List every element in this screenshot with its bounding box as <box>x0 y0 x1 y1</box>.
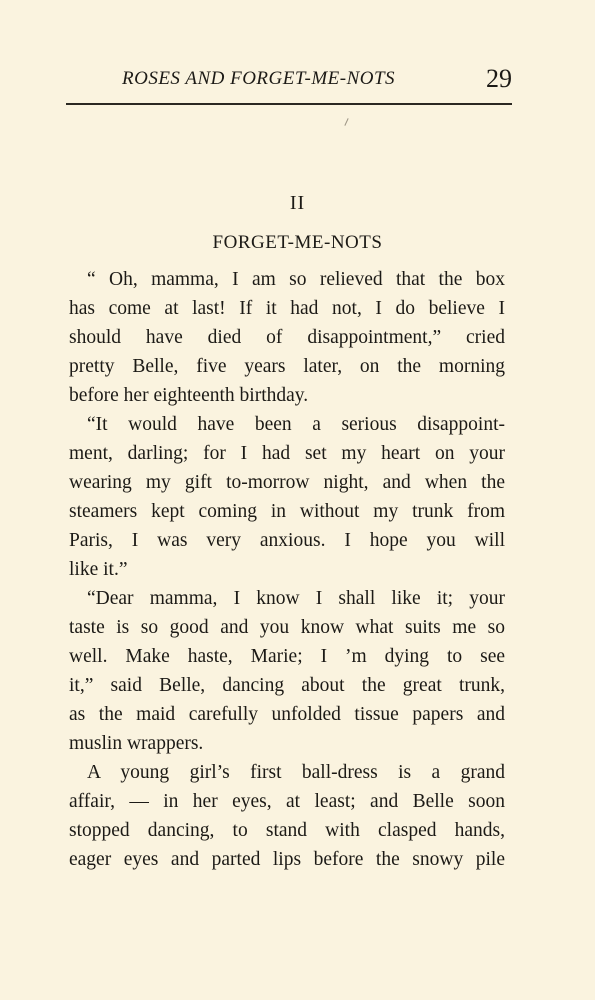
text-line: has come at last! If it had not, I do believe I <box>69 298 505 319</box>
text-line: it,” said Belle, dancing about the great trunk, <box>69 675 505 696</box>
page-number: 29 <box>486 64 512 93</box>
text-line: muslin wrappers. <box>69 733 204 754</box>
body-text <box>69 265 505 874</box>
text-line: eager eyes and parted lips before the snowy pile <box>69 849 505 870</box>
chapter-title: FORGET-ME-NOTS <box>212 232 383 253</box>
paper-speck <box>344 118 348 126</box>
text-line: Paris, I was very anxious. I hope you will <box>69 530 505 551</box>
text-line: affair, — in her eyes, at least; and Belle soon <box>69 791 505 812</box>
text-line: “It would have been a serious disappoint- <box>87 414 505 435</box>
text-line: ment, darling; for I had set my heart on your <box>69 443 505 464</box>
chapter-number: II <box>289 192 306 214</box>
text-line: pretty Belle, five years later, on the morning <box>69 356 505 377</box>
text-line: taste is so good and you know what suits me so <box>69 617 505 638</box>
text-line: well. Make haste, Marie; I ’m dying to see <box>69 646 505 667</box>
header-rule <box>66 103 512 105</box>
text-line: before her eighteenth birthday. <box>69 385 309 406</box>
text-line: should have died of disappointment,” cried <box>69 327 505 348</box>
text-line: “ Oh, mamma, I am so relieved that the box <box>87 269 505 290</box>
text-line: wearing my gift to-morrow night, and when the <box>69 472 505 493</box>
text-line: as the maid carefully unfolded tissue papers and <box>69 704 505 725</box>
text-line: “Dear mamma, I know I shall like it; your <box>87 588 505 609</box>
text-line: like it.” <box>69 559 128 580</box>
text-line: A young girl’s first ball-dress is a grand <box>87 762 505 783</box>
text-line: steamers kept coming in without my trunk from <box>69 501 505 522</box>
text-line: stopped dancing, to stand with clasped hands, <box>69 820 505 841</box>
running-title: ROSES AND FORGET-ME-NOTS <box>122 68 396 89</box>
running-head <box>66 64 512 98</box>
